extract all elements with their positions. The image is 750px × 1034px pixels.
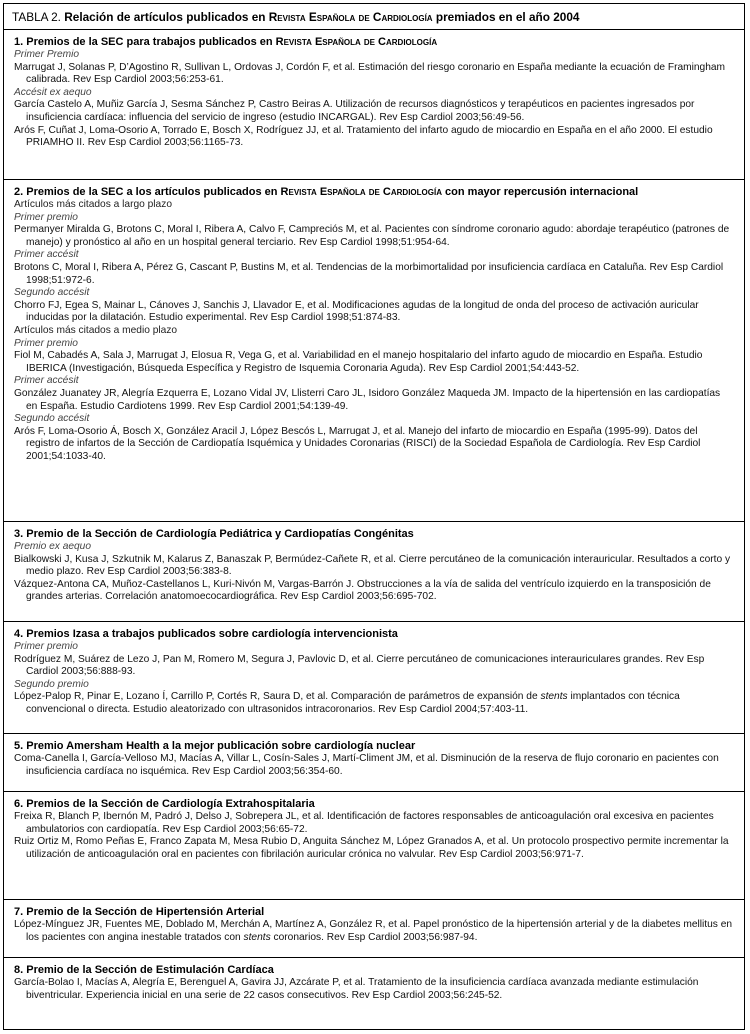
award-label: Segundo accésit (14, 413, 90, 425)
reference-text: coronarios. Rev Esp Cardiol 2003;56:987-94. (273, 931, 478, 943)
reference-emphasis: stents (540, 691, 568, 703)
section-title (14, 35, 734, 49)
award-label: Primer premio (14, 337, 78, 349)
section-title: 5. Premio Amersham Health a la mejor publicación sobre cardiología nuclear (14, 740, 416, 752)
award-label: Segundo premio (14, 678, 89, 690)
reference: Brotons C, Moral I, Ribera A, Pérez G, Cascant P, Bustins M, et al. Tendencias de la morbimortalidad por insuficiencia cardíaca en Cataluña. Rev Esp Cardiol 1998;51:972-6. (14, 261, 724, 286)
award-label: Premio ex aequo (14, 541, 92, 552)
reference (14, 691, 734, 716)
section-title (14, 185, 734, 199)
reference: Rodríguez M, Suárez de Lezo J, Pan M, Romero M, Segura J, Pavlovic D, et al. Cierre percutáneo de comunicaciones interauriculares grandes. Rev Esp Cardiol 2003;56:888-93. (14, 653, 705, 678)
section-title: 6. Premios de la Sección de Cardiología Extrahospitalaria (14, 798, 315, 810)
section-5 (4, 734, 744, 792)
section-4 (4, 622, 744, 734)
reference: Coma-Canella I, García-Velloso MJ, Macías A, Villar L, Cosín-Sales J, Martí-Climent JM, et al. Disminución de la reserva de flujo coronario en pacientes con insuficiencia cardíaca no isquémica. Rev Esp Cardiol 2003;56:354-60. (14, 753, 719, 777)
award-label: Segundo accésit (14, 287, 90, 299)
table-caption (4, 4, 744, 30)
reference-text: implantados con técnica convencional o directa. Estudio aleatorizado con ultrasonidos intracoronarios. Rev Esp Cardiol 2004;57:403-11. (26, 691, 680, 715)
section-1 (4, 30, 744, 180)
reference: González Juanatey JR, Alegría Ezquerra E, Lozano Vidal JV, Llisterri Caro JL, Isidoro González Maqueda JM. Impacto de la hipertensión en las cardiopatías en España. Estudio Cardiotens 1999. Rev Esp Cardiol 2001;54:139-49. (14, 387, 721, 412)
award-label: Primer premio (14, 641, 78, 652)
section-2 (4, 180, 744, 522)
awards-table (3, 3, 745, 1030)
award-label: Accésit ex aequo (14, 86, 92, 98)
reference (14, 919, 734, 944)
award-label: Primer Premio (14, 49, 80, 60)
table-label: TABLA 2. (12, 10, 61, 24)
section-title-text: con mayor repercusión internacional (445, 186, 639, 198)
caption-title-a: Relación de artículos publicados en (64, 10, 266, 24)
reference: Fiol M, Cabadés A, Sala J, Marrugat J, Elosua R, Vega G, et al. Variabilidad en el manejo hospitalario del infarto agudo de miocardio en España. Estudio IBERICA (Investigación, Búsqueda Específica y Registro de Isquemia Coronaria Aguda). Rev Esp Cardiol 2001;54:443-52. (14, 350, 703, 374)
award-label: Primer accésit (14, 249, 79, 261)
section-title: 4. Premios Izasa a trabajos publicados sobre cardiología intervencionista (14, 628, 398, 640)
section-journal: Revista Española de Cardiología (275, 36, 438, 48)
reference: Bialkowski J, Kusa J, Szkutnik M, Kalarus Z, Banaszak P, Bermúdez-Cañete R, et al. Cierre percutáneo de la comunicación interauricular. Resultados a corto y medio plazo. Rev Esp Cardiol 2003;56:383-8. (14, 553, 731, 578)
section-title-text: 2. Premios de la SEC a los artículos publicados en (14, 186, 278, 198)
section-8 (4, 958, 744, 1028)
section-title: 8. Premio de la Sección de Estimulación Cardíaca (14, 964, 274, 976)
reference: Freixa R, Blanch P, Ibernón M, Padró J, Delso J, Sobrepera JL, et al. Identificación de factores responsables de anticoagulación oral excesiva en pacientes ambulatorios con cardiopatía. Rev Esp Cardiol 2003;56:65-72. (14, 811, 714, 835)
reference: Marrugat J, Solanas P, D’Agostino R, Sullivan L, Ordovas J, Cordón F, et al. Estimación del riesgo coronario en España mediante la ecuación de Framingham calibrada. Rev Esp Cardiol 2003;56:253-61. (14, 61, 726, 86)
reference: Arós F, Cuñat J, Loma-Osorio A, Torrado E, Bosch X, Rodríguez JJ, et al. Tratamiento del infarto agudo de miocardio en España en el año 2000. El estudio PRIAMHO II. Rev Esp Cardiol 2003;56:1165-73. (14, 124, 713, 149)
reference: García-Bolao I, Macías A, Alegría E, Berenguel A, Gavira JJ, Azcárate P, et al. Tratamiento de la insuficiencia cardíaca avanzada mediante estimulación biventricular. Experiencia inicial en una serie de 22 casos consecutivos. Rev Esp Cardiol 2003;56:245-52. (14, 977, 699, 1001)
reference-text: López-Palop R, Pinar E, Lozano Í, Carrillo P, Cortés R, Saura D, et al. Comparación de parámetros de expansión de (14, 691, 538, 703)
reference-emphasis: stents (243, 931, 271, 943)
reference-text: López-Mínguez JR, Fuentes ME, Doblado M, Merchán A, Martínez A, González R, et al. Papel pronóstico de la hipertensión arterial y de la diabetes mellitus en los pacientes con angina inestable tratados con (14, 919, 733, 943)
award-label: Primer accésit (14, 375, 79, 387)
section-title: 7. Premio de la Sección de Hipertensión Arterial (14, 906, 265, 918)
reference: Arós F, Loma-Osorio Á, Bosch X, González Aracil J, López Bescós L, Marrugat J, et al. Manejo del infarto de miocardio en España (1995-99). Datos del registro de infartos de la Sección de Cardiopatía Isquémica y Unidades Coronarias (RISCI) de la Sociedad Española de Cardiología. Rev Esp Cardiol 2001;54:1033-40. (14, 425, 701, 462)
caption-journal: Revista Española de Cardiología (268, 10, 433, 24)
caption-title-b: premiados en el año 2004 (435, 10, 580, 24)
reference: Ruiz Ortiz M, Romo Peñas E, Franco Zapata M, Mesa Rubio D, Anguita Sánchez M, López Granados A, et al. Un protocolo prospectivo permite incrementar la utilización de anticoagulación oral en pacientes con fibrilación auricular crónica no valvular. Rev Esp Cardiol 2003;56:971-7. (14, 836, 729, 860)
section-3 (4, 522, 744, 622)
section-title: 3. Premio de la Sección de Cardiología Pediátrica y Cardiopatías Congénitas (14, 528, 414, 540)
section-title-text: 1. Premios de la SEC para trabajos publicados en (14, 36, 273, 48)
reference: García Castelo A, Muñiz García J, Sesma Sánchez P, Castro Beiras A. Utilización de recursos diagnósticos y terapéuticos en pacientes ingresados por insuficiencia cardíaca: influencia del servicio de ingreso (estudio INCARGAL). Rev Esp Cardiol 2003;56:49-56. (14, 99, 695, 123)
group-label: Artículos más citados a largo plazo (14, 199, 172, 210)
reference: Vázquez-Antona CA, Muñoz-Castellanos L, Kuri-Nivón M, Vargas-Barrón J. Obstrucciones a la vía de salida del ventrículo izquierdo en la transposición de grandes arterias. Correlación anatomoecocardiográfica. Rev Esp Cardiol 2003;56:695-702. (14, 578, 711, 603)
reference: Chorro FJ, Egea S, Mainar L, Cánoves J, Sanchis J, Llavador E, et al. Modificaciones agudas de la longitud de onda del proceso de activación auricular inducidas por la dilatación. Estudio experimental. Rev Esp Cardiol 1998;51:874-83. (14, 299, 699, 324)
award-label: Primer premio (14, 211, 78, 223)
group-label: Artículos más citados a medio plazo (14, 324, 178, 336)
section-6 (4, 792, 744, 900)
reference: Permanyer Miralda G, Brotons C, Moral I, Ribera A, Calvo F, Campreciós M, et al. Pacientes con síndrome coronario agudo: abordaje terapéutico (patrones de manejo) y pronóstico al año en un hospital general terciario. Rev Esp Cardiol 1998;51:954-64. (14, 224, 730, 248)
section-7 (4, 900, 744, 958)
section-journal: Revista Española de Cardiología (280, 186, 442, 198)
